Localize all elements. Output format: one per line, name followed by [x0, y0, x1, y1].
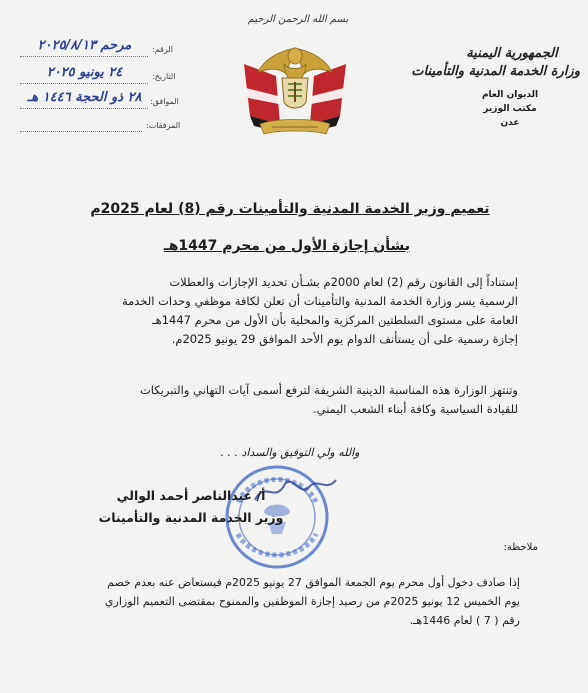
body-paragraph-1 [78, 273, 518, 349]
body-paragraph-2 [78, 381, 518, 419]
ref-value: مرحم ٢٠٢٥/٨/١٣ [37, 38, 132, 53]
attach-label: المرفقات: [146, 121, 181, 130]
circular-subtitle: بشأن إجازة الأول من محرم 1447هـ [163, 238, 410, 254]
body-line: للقيادة السياسية وكافة أبناء الشعب اليمني. [312, 402, 518, 416]
body-line: الرسمية يسر وزارة الخدمة المدنية والتأمينات أن تعلن لكافة موظفي وحدات الخدمة [121, 294, 518, 308]
body-line: إجازة رسمية على أن يستأنف الدوام يوم الأحد الموافق 29 يونيو 2025م. [171, 332, 518, 346]
basmala: بسم الله الرحمن الرحيم [247, 14, 349, 25]
ref-line [20, 56, 148, 57]
date-label: التاريخ: [152, 72, 176, 81]
diwan-label: الديوان العام [481, 90, 539, 100]
note-line: رقم ( 7 ) لعام 1446هـ. [409, 614, 520, 627]
date-line [20, 83, 148, 84]
hijri-value: ٢٨ ذو الحجة ١٤٤٦ هـ [27, 90, 142, 105]
note-line: يوم الخميس 12 يونيو 2025م من رصيد إجازة الموظفين والممنوح بمقتضى التعميم الوزاري [104, 595, 520, 608]
note-line: إذا صادف دخول أول محرم يوم الجمعة الموافق 27 يونيو 2025م فيستعاض عنه بعدم خصم [107, 576, 520, 589]
office-label: مكتب الوزير [483, 104, 537, 114]
yemen-emblem-icon [236, 38, 354, 142]
signatory-name: أ/ عبدالناصر أحمد الوالي [116, 488, 266, 503]
note-label: ملاحظة: [503, 542, 538, 553]
ref-label: الرقم: [152, 45, 173, 54]
city-label: عدن [500, 118, 520, 128]
hijri-line [20, 108, 148, 109]
body-line: العامة على مستوى السلطتين المركزية والمحلية بأن الأول من محرم 1447هـ [152, 313, 518, 327]
hijri-label: الموافق: [150, 97, 179, 106]
circular-title: تعميم وزير الخدمة المدنية والتأمينات رقم (8) لعام 2025م [90, 201, 490, 217]
note-paragraph [60, 573, 520, 630]
body-line: إستناداً إلى القانون رقم (2) لعام 2000م بشـأن تحديد الإجازات والعطلات [169, 275, 518, 289]
body-line: وتنتهز الوزارة هذه المناسبة الدينية الشريفة لترفع أسمى آيات التهاني والتبريكات [139, 383, 518, 397]
ministry-name: وزارة الخدمة المدنية والتأمينات [411, 64, 580, 79]
signatory-position: وزير الخدمة المدنية والتأمينات [98, 510, 284, 525]
attach-line [20, 131, 142, 132]
date-value: ٢٤ يونيو ٢٠٢٥ [46, 65, 123, 80]
closing-line: والله ولي التوفيق والسداد . . . [220, 446, 360, 459]
republic-name: الجمهورية اليمنية [466, 46, 558, 61]
